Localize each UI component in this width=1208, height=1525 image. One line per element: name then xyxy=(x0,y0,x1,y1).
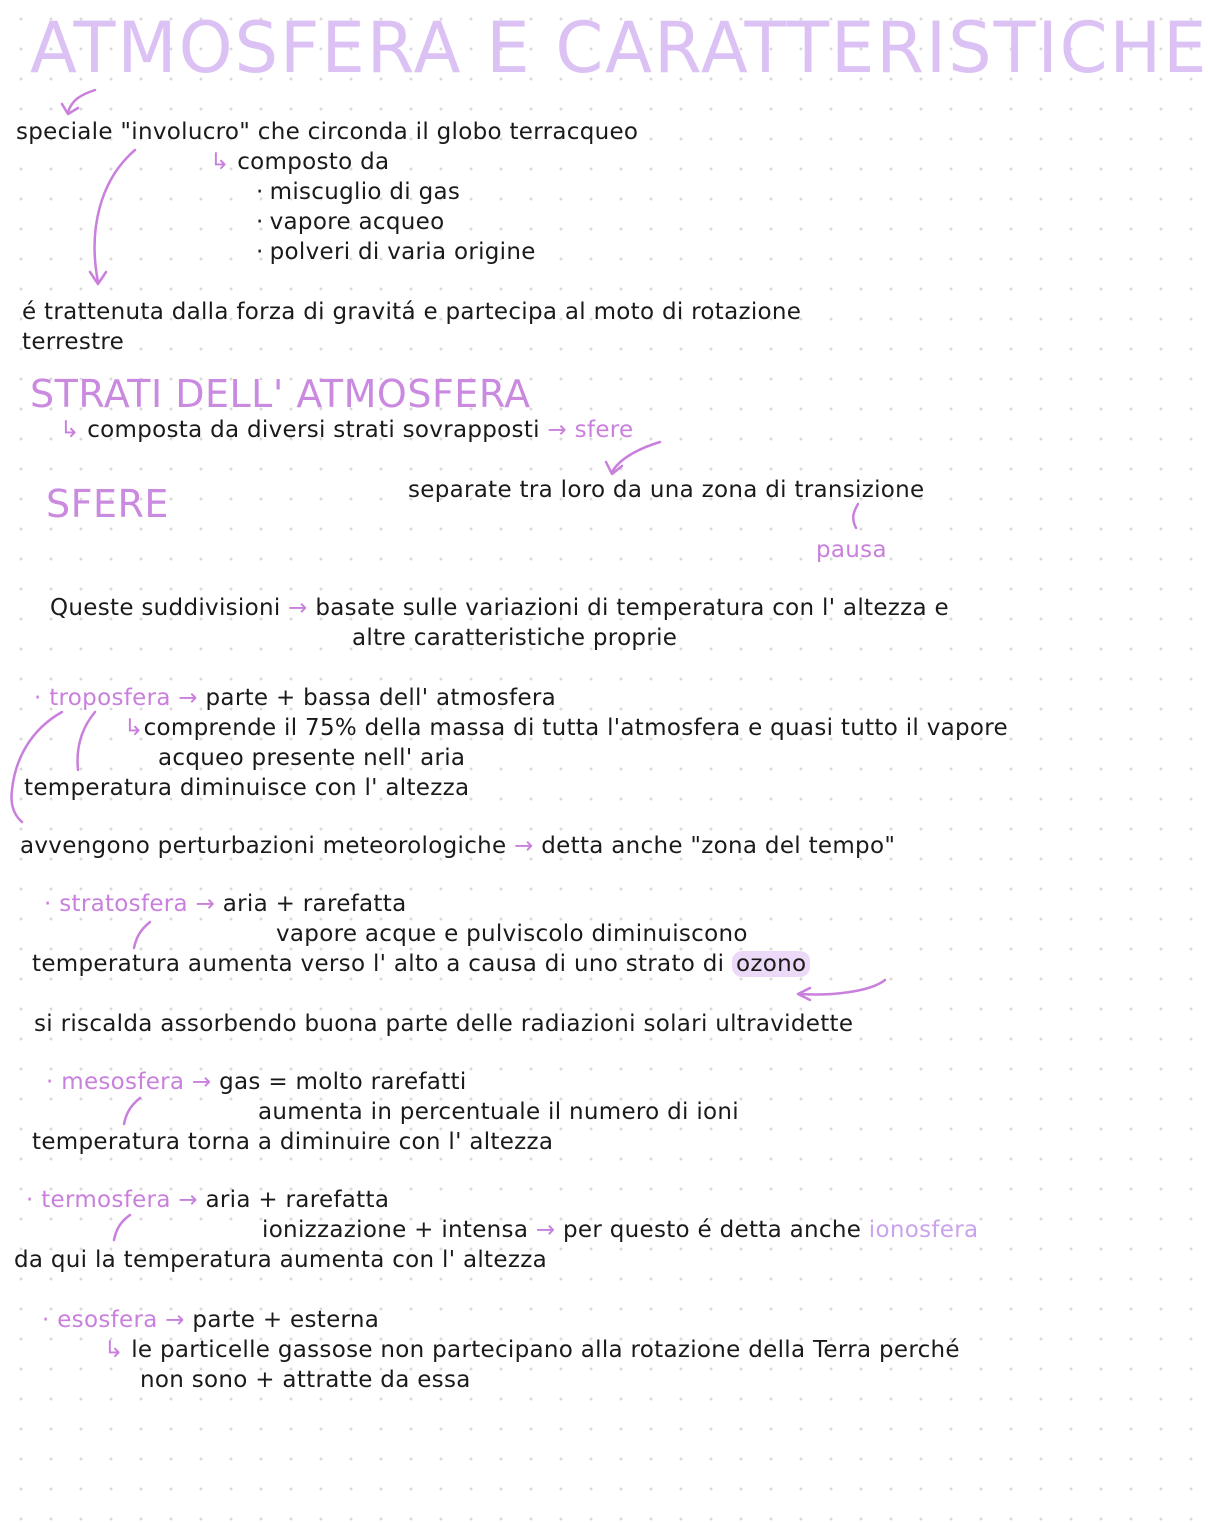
layers-composed-text: composta da diversi strati sovrapposti xyxy=(87,417,540,443)
arrow-right-icon: → xyxy=(547,417,575,443)
stratosfera-temp-row xyxy=(32,950,810,978)
stratosfera-row xyxy=(44,890,406,918)
page-title: ATMOSFERA E CARATTERISTICHE xyxy=(30,7,1208,89)
bullet-icon: · xyxy=(256,209,264,235)
mesosfera-temp: temperatura torna a diminuire con l' altezza xyxy=(32,1129,554,1155)
termosfera-desc-1: aria + rarefatta xyxy=(205,1187,390,1213)
arrow-right-icon: → xyxy=(170,1187,206,1213)
sfere-word: sfere xyxy=(574,417,634,443)
troposfera-weather-row xyxy=(20,832,895,860)
arrow-right-icon: → xyxy=(170,685,206,711)
termosfera-temp: da qui la temperatura aumenta con l' altezza xyxy=(14,1247,547,1273)
arrow-icon: ↳ xyxy=(104,1337,132,1363)
ozone-highlight: ozono xyxy=(732,951,810,977)
troposfera-row xyxy=(34,684,556,712)
arrow-right-icon: → xyxy=(280,595,316,621)
stratosfera-desc-2: vapore acque e pulviscolo diminuiscono xyxy=(276,921,748,947)
list-item xyxy=(256,238,536,266)
bullet-icon: · xyxy=(26,1187,42,1213)
troposfera-weather: avvengono perturbazioni meteorologiche xyxy=(20,833,507,859)
list-item-text: vapore acqueo xyxy=(269,209,445,235)
composed-of xyxy=(210,148,389,176)
bullet-icon: · xyxy=(256,239,264,265)
stratosfera-temp: temperatura aumenta verso l' alto a causa di uno strato di xyxy=(32,951,725,977)
troposfera-nickname: detta anche "zona del tempo" xyxy=(541,833,896,859)
arrow-right-icon: → xyxy=(506,833,542,859)
bullet-icon: · xyxy=(44,891,60,917)
list-item xyxy=(256,208,444,236)
mesosfera-desc-1: gas = molto rarefatti xyxy=(219,1069,467,1095)
gravity-line-1: é trattenuta dalla forza di gravitá e partecipa al moto di rotazione xyxy=(22,299,802,325)
esosfera-detail-2: non sono + attratte da essa xyxy=(140,1367,471,1393)
separated-line: separate tra loro da una zona di transizione xyxy=(408,477,925,503)
bullet-icon: · xyxy=(256,179,264,205)
arrow-right-icon: → xyxy=(187,891,223,917)
esosfera-desc: parte + esterna xyxy=(192,1307,380,1333)
subdivisions-line-2: altre caratteristiche proprie xyxy=(352,625,678,651)
troposfera-name: troposfera xyxy=(49,685,171,711)
troposfera-desc: parte + bassa dell' atmosfera xyxy=(205,685,557,711)
mesosfera-name: mesosfera xyxy=(61,1069,185,1095)
termosfera-desc-row xyxy=(262,1216,978,1244)
arrow-right-icon: → xyxy=(528,1217,564,1243)
arrow-icon: ↳ xyxy=(60,417,88,443)
layers-composed xyxy=(60,416,634,444)
esosfera-detail-1: le particelle gassose non partecipano alla rotazione della Terra perché xyxy=(131,1337,960,1363)
arrow-icon: ↳ xyxy=(124,715,144,741)
bullet-icon: · xyxy=(42,1307,58,1333)
termosfera-row xyxy=(26,1186,389,1214)
bullet-icon: · xyxy=(46,1069,62,1095)
esosfera-name: esosfera xyxy=(57,1307,158,1333)
termosfera-name: termosfera xyxy=(41,1187,171,1213)
mesosfera-row xyxy=(46,1068,467,1096)
troposfera-detail xyxy=(124,714,1008,742)
arrow-icon: ↳ xyxy=(210,149,238,175)
list-item xyxy=(256,178,460,206)
termosfera-desc-2: ionizzazione + intensa xyxy=(262,1217,529,1243)
stratosfera-desc-1: aria + rarefatta xyxy=(222,891,407,917)
layers-heading: STRATI DELL' ATMOSFERA xyxy=(30,372,531,416)
troposfera-detail-2: acqueo presente nell' aria xyxy=(158,745,466,771)
intro-line: speciale "involucro" che circonda il globo terracqueo xyxy=(16,119,639,145)
list-item-text: miscuglio di gas xyxy=(269,179,461,205)
stratosfera-heat: si riscalda assorbendo buona parte delle radiazioni solari ultravidette xyxy=(34,1011,854,1037)
termosfera-also: per questo é detta anche xyxy=(563,1217,862,1243)
troposfera-temp: temperatura diminuisce con l' altezza xyxy=(24,775,470,801)
esosfera-row xyxy=(42,1306,379,1334)
subdivisions xyxy=(50,594,949,622)
pausa-label: pausa xyxy=(816,537,887,563)
list-item-text: polveri di varia origine xyxy=(269,239,536,265)
subdivisions-line-1: basate sulle variazioni di temperatura con l' altezza e xyxy=(315,595,949,621)
mesosfera-desc-2: aumenta in percentuale il numero di ioni xyxy=(258,1099,739,1125)
ionosfera-label: ionosfera xyxy=(868,1217,979,1243)
esosfera-detail xyxy=(104,1336,960,1364)
arrow-right-icon: → xyxy=(157,1307,193,1333)
composed-label: composto da xyxy=(237,149,390,175)
subdivisions-label: Queste suddivisioni xyxy=(50,595,281,621)
stratosfera-name: stratosfera xyxy=(59,891,188,917)
gravity-line-2: terrestre xyxy=(22,329,125,355)
arrow-right-icon: → xyxy=(184,1069,220,1095)
bullet-icon: · xyxy=(34,685,50,711)
sfere-heading: SFERE xyxy=(46,482,169,526)
troposfera-detail-1: comprende il 75% della massa di tutta l'atmosfera e quasi tutto il vapore xyxy=(143,715,1008,741)
